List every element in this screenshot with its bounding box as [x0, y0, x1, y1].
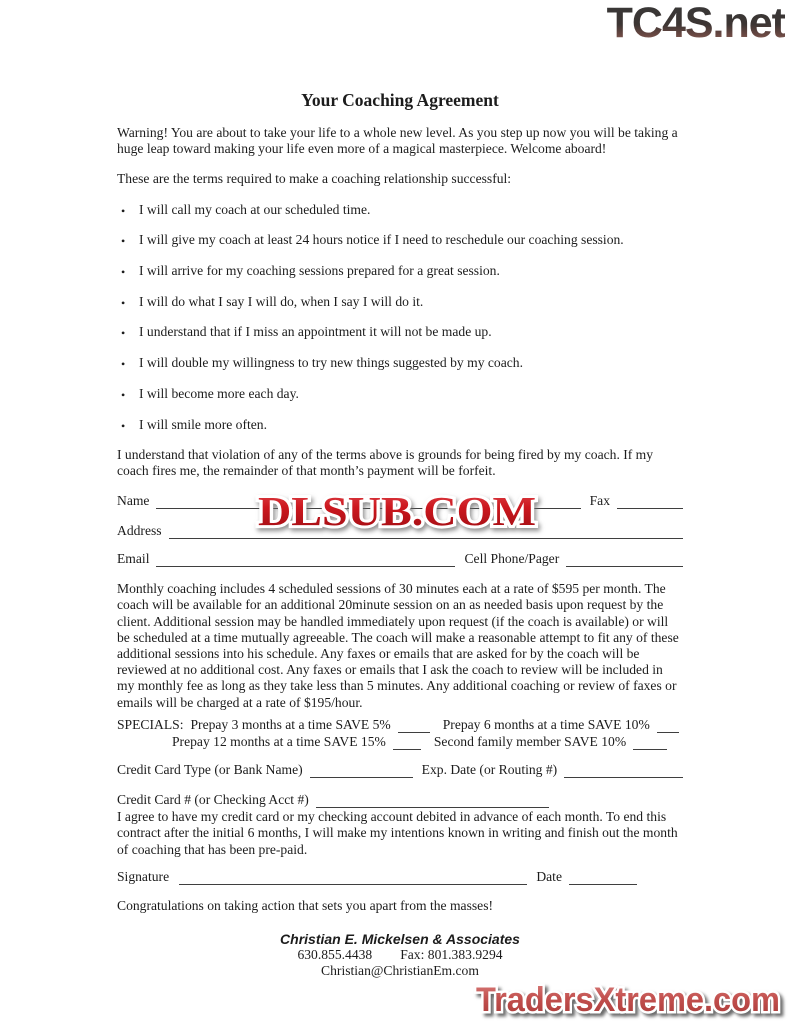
intro-paragraph: Warning! You are about to take your life to a whole new level. As you step up now you will be taking a huge leap toward making your life even more of a magical masterpiece. Welcome aboard!: [117, 125, 678, 157]
bullet-icon: •: [121, 387, 126, 402]
list-item: [117, 263, 683, 279]
bullet-icon: •: [121, 326, 126, 341]
monthly-terms-paragraph: Monthly coaching includes 4 scheduled sessions of 30 minutes each at a rate of $595 per month. The coach will be available for an additional 20minute session on an as needed basis upon request by the client. Additional session may be handled immediately upon request (if the coach is available) or will be scheduled at a time mutually agreeable. The coach will make a reasonable attempt to fit any of these additional sessions into his schedule. Any faxes or emails that are asked for by the coach will be reviewed at no additional cost. Any faxes or emails that I ask the coach to review will be included in my monthly fee as long as they take less than 5 minutes. Any additional coaching or review of faxes or emails will be charged at a rate of $195/hour.: [117, 581, 679, 710]
list-item: [117, 202, 683, 218]
fax-blank-line: [617, 494, 683, 509]
email-blank-line: [156, 552, 455, 567]
fax-number: Fax: 801.383.9294: [400, 947, 503, 963]
prepay-6-blank: [657, 718, 679, 733]
bullet-icon: •: [121, 203, 126, 218]
prepay-3-blank: [398, 718, 430, 733]
company-name: Christian E. Mickelsen & Associates: [280, 931, 520, 948]
page-title: Your Coaching Agreement: [301, 90, 499, 110]
term-text: I will do what I say I will do, when I say I will do it.: [139, 293, 424, 309]
exp-date-blank: [564, 763, 683, 778]
specials-line-1: [117, 717, 683, 733]
debit-agreement-paragraph: I agree to have my credit card or my checking account debited in advance of each month. To end this contract after the initial 6 months, I will make my intentions known in writing and finish out the month of coaching that has been pre-paid.: [117, 809, 678, 857]
signature-row: [117, 869, 683, 885]
tradersxtreme-watermark-text: TradersXtreme.com: [476, 981, 780, 1019]
term-text: I will smile more often.: [139, 416, 267, 432]
prepay-6-label: Prepay 6 months at a time SAVE 10%: [442, 716, 650, 732]
list-item: [117, 324, 683, 340]
signature-blank: [179, 870, 527, 885]
specials-section: [117, 717, 683, 750]
prepay-3-label: Prepay 3 months at a time SAVE 5%: [190, 716, 391, 732]
tc4s-logo: TC4S.net: [606, 0, 785, 47]
prepay-12-blank: [393, 735, 421, 750]
term-text: I will arrive for my coaching sessions prepared for a great session.: [139, 263, 500, 279]
fax-label: Fax: [589, 492, 610, 508]
card-type-blank: [310, 763, 413, 778]
bullet-icon: •: [121, 418, 126, 433]
list-item: [117, 386, 683, 402]
tradersxtreme-watermark: [468, 972, 790, 1024]
card-type-label: Credit Card Type (or Bank Name): [117, 761, 303, 777]
footer-email: Christian@ChristianEm.com: [321, 963, 479, 979]
specials-line-2: [117, 734, 683, 750]
phone-fax-line: [117, 947, 683, 963]
card-number-label: Credit Card # (or Checking Acct #): [117, 791, 309, 807]
prepay-12-label: Prepay 12 months at a time SAVE 15%: [172, 733, 386, 749]
list-item: [117, 355, 683, 371]
term-text: I will give my coach at least 24 hours notice if I need to reschedule our coaching session.: [139, 232, 624, 248]
bullet-icon: •: [121, 234, 126, 249]
term-text: I will become more each day.: [139, 385, 299, 401]
signature-label: Signature: [117, 868, 170, 884]
bullet-icon: •: [121, 357, 126, 372]
card-number-blank: [316, 793, 549, 808]
list-item: [117, 417, 683, 433]
email-label: Email: [117, 551, 150, 567]
congratulations-paragraph: Congratulations on taking action that sets you apart from the masses!: [117, 898, 494, 913]
terms-list: [117, 202, 683, 433]
term-text: I will call my coach at our scheduled time.: [139, 201, 371, 217]
terms-intro-paragraph: These are the terms required to make a coaching relationship successful:: [117, 171, 512, 187]
list-item: [117, 232, 683, 248]
email-cell-row: [117, 551, 683, 567]
card-type-row: [117, 762, 683, 778]
term-text: I will double my willingness to try new things suggested by my coach.: [139, 355, 523, 371]
family-member-label: Second family member SAVE 10%: [433, 733, 627, 749]
bullet-icon: •: [121, 265, 126, 280]
specials-label: SPECIALS:: [117, 716, 184, 732]
term-text: I understand that if I miss an appointment it will not be made up.: [139, 324, 492, 340]
name-label: Name: [117, 492, 150, 508]
cell-phone-pager-label: Cell Phone/Pager: [464, 551, 560, 567]
address-label: Address: [117, 522, 162, 538]
violation-paragraph: I understand that violation of any of the terms above is grounds for being fired by my coach. If my coach fires me, the remainder of that month’s payment will be forfeit.: [117, 447, 654, 479]
date-label: Date: [536, 868, 562, 884]
list-item: [117, 294, 683, 310]
card-number-row: [117, 792, 683, 808]
phone-number: 630.855.4438: [297, 947, 373, 963]
dlsub-watermark: [250, 481, 544, 539]
exp-date-label: Exp. Date (or Routing #): [421, 761, 558, 777]
dlsub-watermark-text: DLSUB.COM: [258, 488, 536, 534]
family-member-blank: [633, 735, 667, 750]
bullet-icon: •: [121, 295, 126, 310]
date-blank: [569, 870, 637, 885]
cell-blank-line: [566, 552, 683, 567]
